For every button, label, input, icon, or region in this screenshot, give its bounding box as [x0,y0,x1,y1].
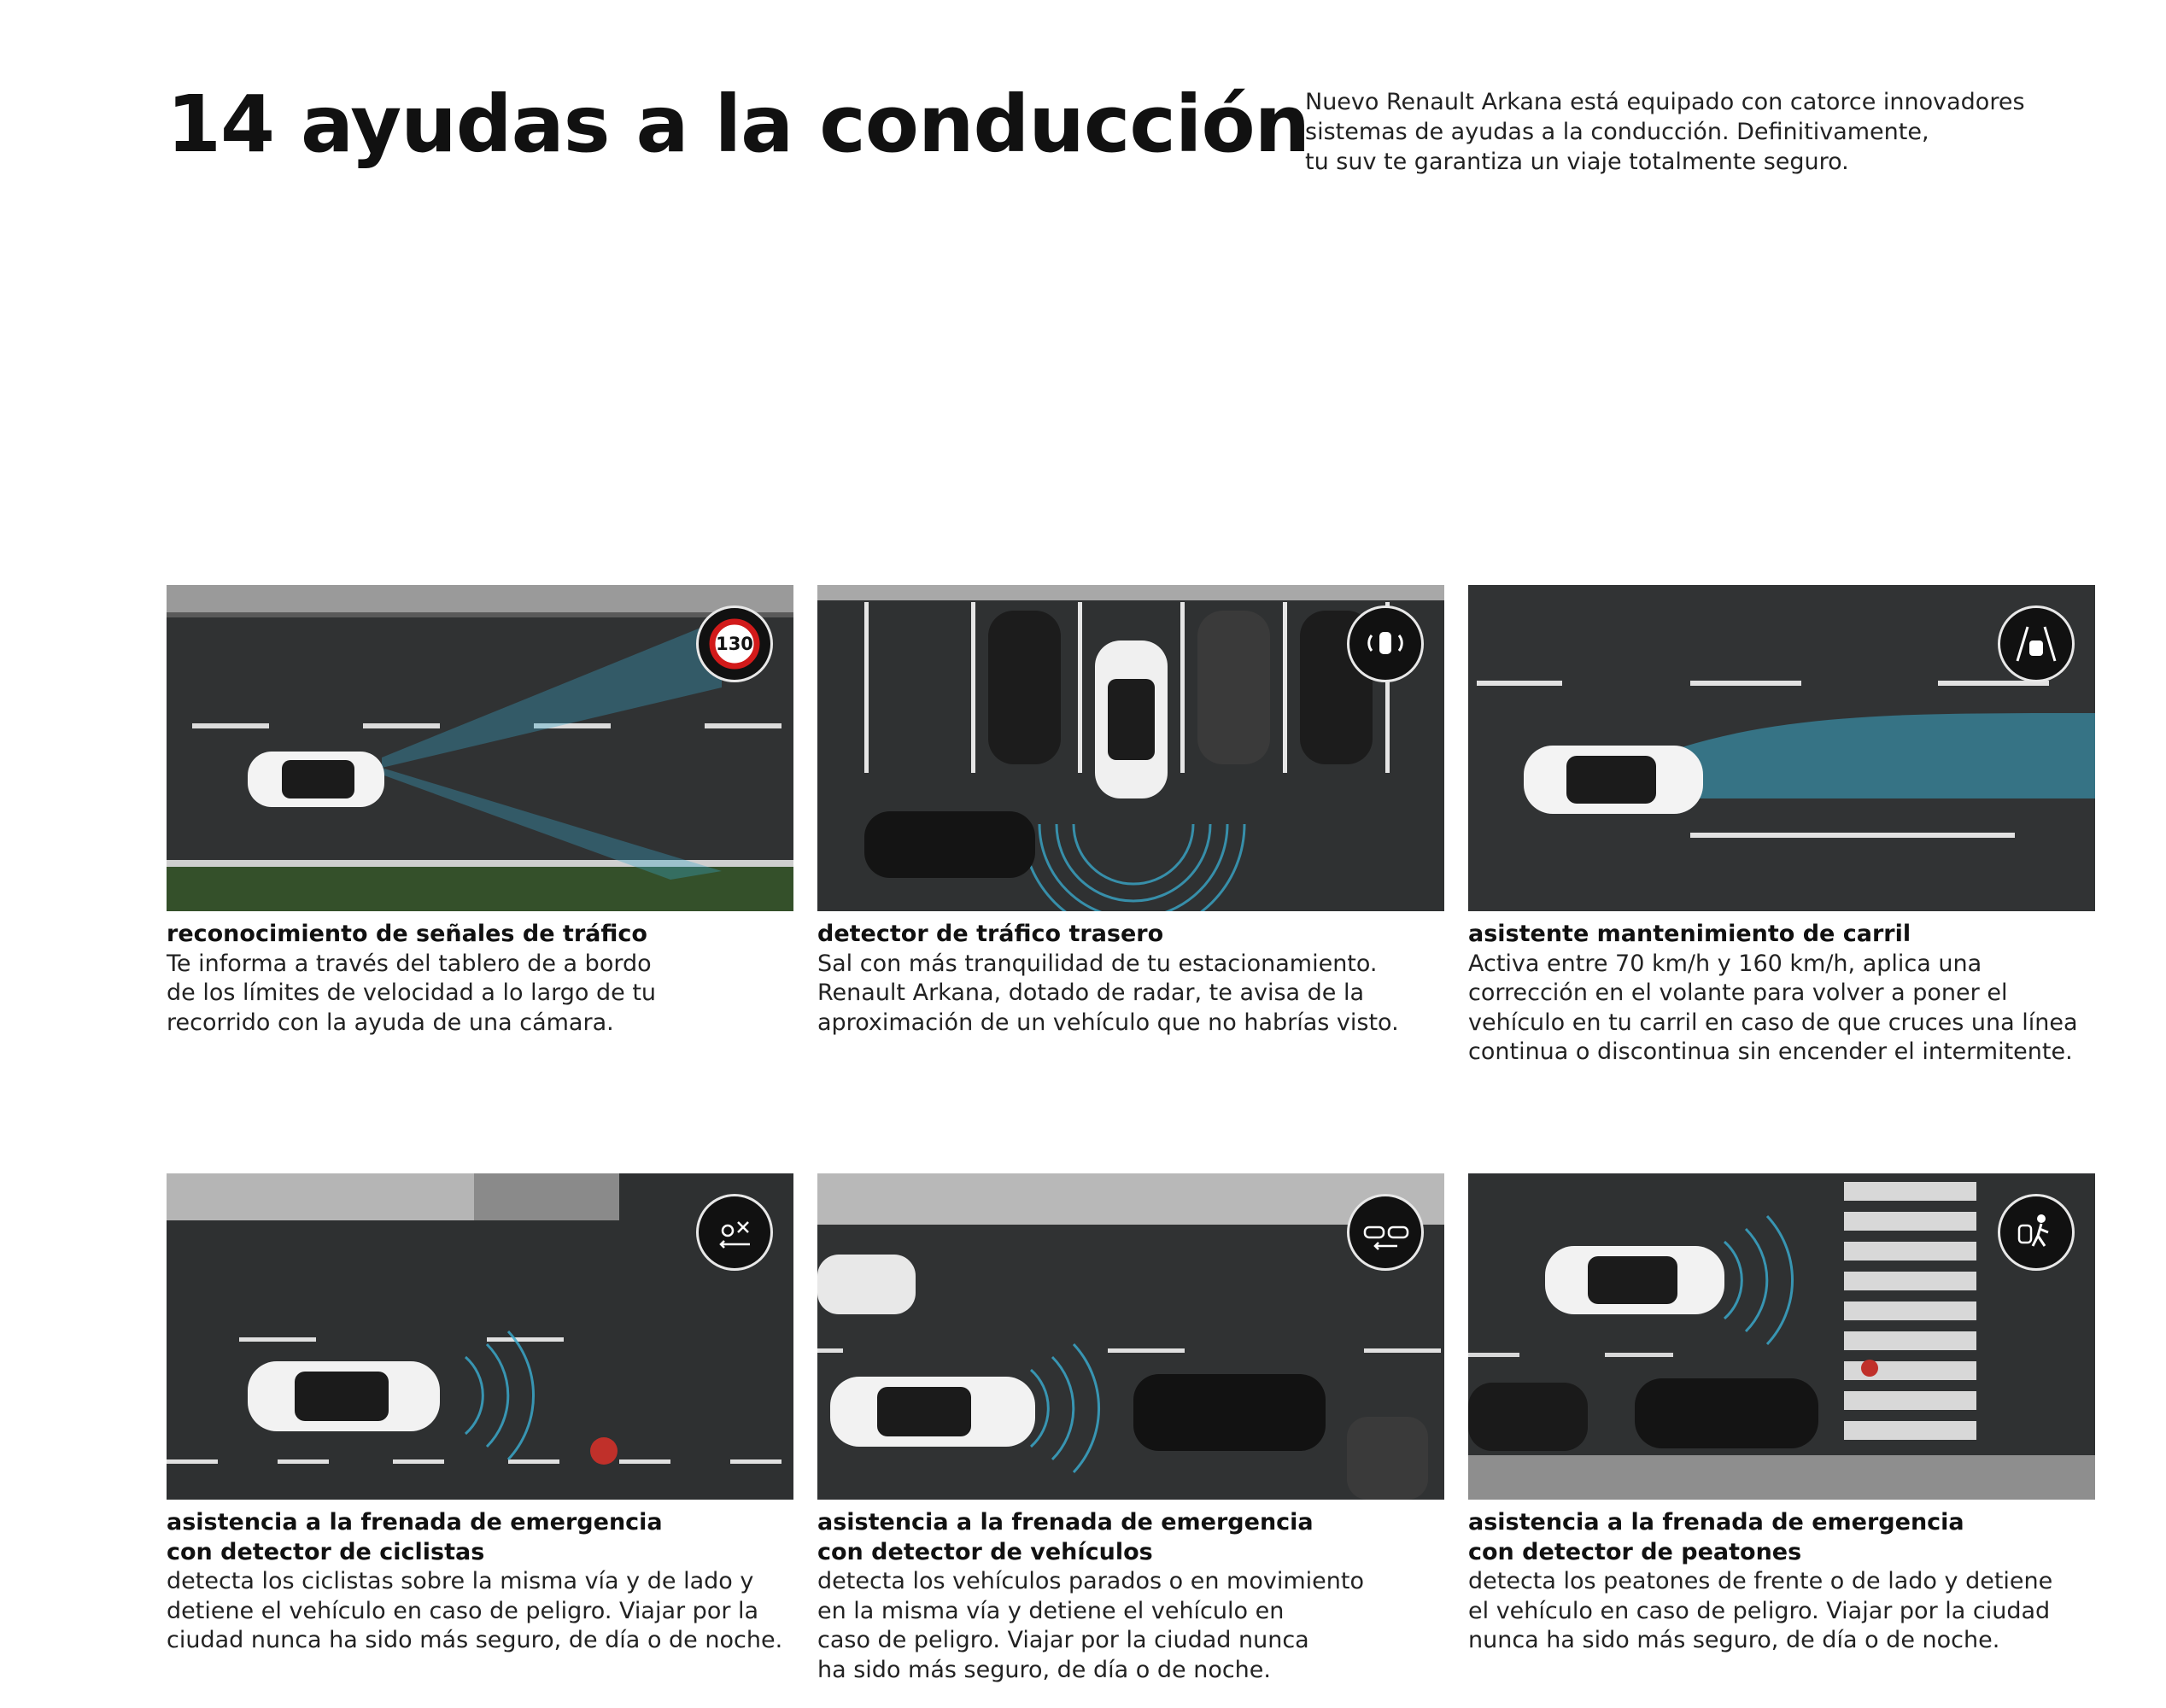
feature-heading: con detector de ciclistas [167,1538,485,1565]
feature-image-vehicle-emergency-brake [817,1173,1444,1500]
feature-heading: asistencia a la frenada de emergencia [167,1509,663,1535]
feature-heading: asistente mantenimiento de carril [1468,921,1911,947]
feature-description-line: Te informa a través del tablero de a bordo [167,950,652,977]
intro-paragraph [1305,87,2125,177]
speed-limit-sign-icon [696,605,773,682]
feature-heading: reconocimiento de señales de tráfico [167,921,647,947]
feature-image-rear-traffic-detector [817,585,1444,911]
feature-description-line: ha sido más seguro, de día o de noche. [817,1656,1271,1683]
feature-description-line: en la misma vía y detiene el vehículo en [817,1597,1285,1624]
feature-heading: asistencia a la frenada de emergencia [817,1509,1314,1535]
feature-description-line: continua o discontinua sin encender el intermitente. [1468,1038,2073,1065]
feature-heading: asistencia a la frenada de emergencia [1468,1509,1964,1535]
rear-traffic-radar-icon [1347,605,1424,682]
feature-card-lane-keeping [1468,585,2095,1068]
feature-caption [817,920,1444,1038]
feature-image-traffic-sign-recognition [167,585,793,911]
feature-heading: con detector de peatones [1468,1538,1802,1565]
feature-description-line: nunca ha sido más seguro, de día o de noche. [1468,1627,2000,1653]
feature-description-line: detecta los peatones de frente o de lado y detiene [1468,1568,2053,1594]
intro-line: sistemas de ayudas a la conducción. Definitivamente, [1305,119,1929,145]
feature-image-cyclist-emergency-brake [167,1173,793,1500]
cyclist-emergency-brake-icon [696,1194,773,1271]
feature-description-line: Sal con más tranquilidad de tu estacionamiento. [817,950,1378,977]
feature-caption [1468,920,2095,1068]
feature-card-vehicle-emergency-brake [817,1173,1444,1685]
lane-keeping-icon [1998,605,2075,682]
page-title: 14 ayudas a la conducción [167,79,1310,170]
feature-card-rear-traffic-detector [817,585,1444,1038]
feature-caption [167,1508,793,1656]
feature-description-line: vehículo en tu carril en caso de que cruces una línea [1468,1009,2078,1036]
feature-image-lane-keeping [1468,585,2095,911]
feature-description-line: ciudad nunca ha sido más seguro, de día o de noche. [167,1627,783,1653]
intro-line: Nuevo Renault Arkana está equipado con catorce innovadores [1305,89,2025,115]
feature-description-line: de los límites de velocidad a lo largo de tu [167,980,657,1006]
feature-card-traffic-sign-recognition [167,585,793,1038]
feature-caption [1468,1508,2095,1656]
intro-line: tu suv te garantiza un viaje totalmente seguro. [1305,149,1849,175]
feature-description-line: caso de peligro. Viajar por la ciudad nunca [817,1627,1309,1653]
feature-description-line: Activa entre 70 km/h y 160 km/h, aplica una [1468,950,1982,977]
feature-caption [167,920,793,1038]
feature-card-pedestrian-emergency-brake [1468,1173,2095,1656]
feature-card-cyclist-emergency-brake [167,1173,793,1656]
feature-caption [817,1508,1444,1685]
feature-description-line: detecta los ciclistas sobre la misma vía y de lado y [167,1568,754,1594]
feature-heading: detector de tráfico trasero [817,921,1164,947]
feature-image-pedestrian-emergency-brake [1468,1173,2095,1500]
feature-description-line: detecta los vehículos parados o en movimiento [817,1568,1364,1594]
feature-description-line: recorrido con la ayuda de una cámara. [167,1009,614,1036]
pedestrian-emergency-brake-icon [1998,1194,2075,1271]
vehicle-emergency-brake-icon [1347,1194,1424,1271]
feature-description-line: detiene el vehículo en caso de peligro. Viajar por la [167,1597,759,1624]
feature-description-line: corrección en el volante para volver a poner el [1468,980,2008,1006]
feature-description-line: Renault Arkana, dotado de radar, te avisa de la [817,980,1365,1006]
speed-limit-value: 130 [716,634,753,654]
feature-description-line: el vehículo en caso de peligro. Viajar por la ciudad [1468,1597,2051,1624]
feature-description-line: aproximación de un vehículo que no habrías visto. [817,1009,1399,1036]
feature-heading: con detector de vehículos [817,1538,1153,1565]
